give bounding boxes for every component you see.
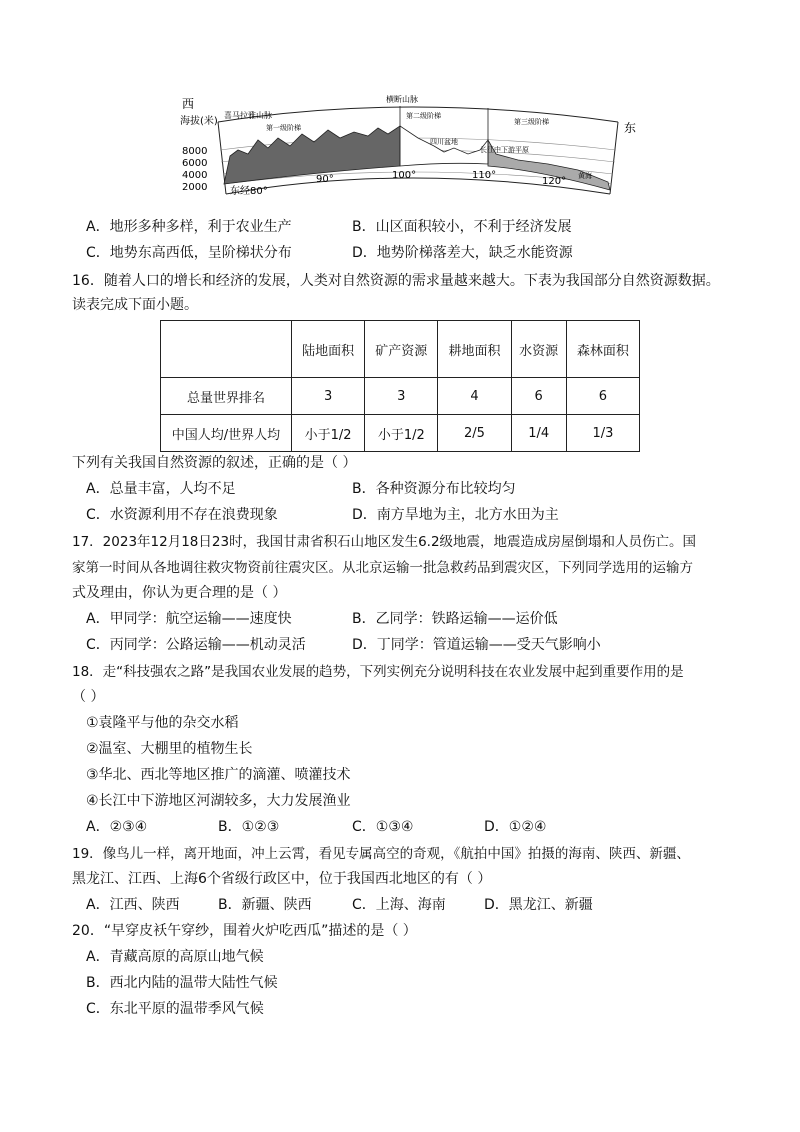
q17-option-a: A．甲同学：航空运输——速度快 [86,611,292,627]
table-header-row [161,321,640,378]
table-header-land: 陆地面积 [292,321,365,378]
q19-option-c: C．上海、海南 [352,897,446,913]
q18-option-b: B．①②③ [218,819,280,835]
q18-option-a: A．②③④ [86,819,148,835]
q16-stem-line1: 16．随着人口的增长和经济的发展，人类对自然资源的需求量越来越大。下表为我国部分自然资源数据。 [72,273,720,289]
east-label: 东 [624,121,637,135]
q15-option-b: B．山区面积较小，不利于经济发展 [352,219,572,235]
q16-option-c: C．水资源利用不存在浪费现象 [86,507,278,523]
table-cell: 4 [438,378,511,415]
q20-option-a: A．青藏高原的高原山地气候 [86,949,264,965]
ytick-2000: 2000 [182,182,208,193]
xtick-110: 110° [472,170,497,181]
q16-option-d: D．南方旱地为主，北方水田为主 [352,507,559,523]
q17-stem-line2: 家第一时间从各地调往救灾物资前往震灾区。从北京运输一批急救药品到震灾区，下列同学选用的运输方 [72,560,693,576]
q16-option-b: B．各种资源分布比较均匀 [352,481,516,497]
q18-stem-line1: 18．走“科技强农之路”是我国农业发展的趋势，下列实例充分说明科技在农业发展中起到重要作用的是 [72,664,684,680]
q20-stem: 20．“早穿皮袄午穿纱，围着火炉吃西瓜”描述的是（ ） [72,923,417,939]
q19-option-b: B．新疆、陕西 [218,897,312,913]
step2-terrain [400,126,488,166]
q15-option-a: A．地形多种多样，利于农业生产 [86,219,292,235]
q17-stem-line3: 式及理由，你认为更合理的是（ ） [72,585,287,601]
xtick-100: 100° [392,170,417,181]
q18-item-3: ③华北、西北等地区推广的滴灌、喷灌技术 [86,767,351,783]
table-cell: 3 [292,378,365,415]
label-step1: 第一级阶梯 [266,124,301,132]
q19-stem-line1: 19．像鸟儿一样，离开地面，冲上云霄，看见专属高空的奇观，《航拍中国》拍摄的海南、陕西、新疆、 [72,846,690,862]
q15-option-d: D．地势阶梯落差大，缺乏水能资源 [352,245,573,261]
table-cell: 中国人均/世界人均 [161,415,292,452]
q20-option-b: B．西北内陆的温带大陆性气候 [86,975,278,991]
q17-option-c: C．丙同学：公路运输——机动灵活 [86,637,306,653]
xtick-80: 东经80° [230,186,268,197]
q16-question: 下列有关我国自然资源的叙述，正确的是（ ） [72,455,357,471]
terrain-profile-figure [178,90,638,210]
label-yangtze: 长江中下游平原 [480,146,529,154]
table-cell: 1/3 [566,415,639,452]
q17-stem-line1: 17．2023年12月18日23时，我国甘肃省积石山地区发生6.2级地震，地震造成房屋倒塌和人员伤亡。国 [72,534,697,550]
q18-option-c: C．①③④ [352,819,414,835]
table-cell: 2/5 [438,415,511,452]
table-cell: 总量世界排名 [161,378,292,415]
q19-stem-line2: 黑龙江、江西、上海6个省级行政区中，位于我国西北地区的有（ ） [72,871,492,887]
table-cell: 6 [511,378,566,415]
label-step3: 第三级阶梯 [514,118,549,126]
q18-item-2: ②温室、大棚里的植物生长 [86,741,253,757]
ytick-6000: 6000 [182,158,208,169]
label-hengduan: 横断山脉 [386,95,418,104]
q19-option-a: A．江西、陕西 [86,897,180,913]
table-header-mineral: 矿产资源 [365,321,438,378]
table-header-farmland: 耕地面积 [438,321,511,378]
xtick-90: 90° [316,174,334,185]
table-row [161,415,640,452]
ytick-8000: 8000 [182,146,208,157]
table-cell: 小于1/2 [292,415,365,452]
table-cell: 小于1/2 [365,415,438,452]
ylabel: 海拔(米) [180,116,218,127]
label-sea: 黄海 [578,172,592,180]
table-cell: 1/4 [511,415,566,452]
west-label: 西 [182,97,195,111]
q20-option-c: C．东北平原的温带季风气候 [86,1001,264,1017]
q18-stem-line2: （ ） [72,689,105,705]
q15-option-c: C．地势东高西低，呈阶梯状分布 [86,245,292,261]
table-header-forest: 森林面积 [566,321,639,378]
q16-stem-line2: 读表完成下面小题。 [72,297,198,313]
q18-item-4: ④长江中下游地区河湖较多，大力发展渔业 [86,793,351,809]
xtick-120: 120° [542,176,567,187]
q19-option-d: D．黑龙江、新疆 [484,897,593,913]
label-sichuan: 四川盆地 [430,138,458,146]
resource-table [160,320,640,452]
table-cell: 6 [566,378,639,415]
ytick-4000: 4000 [182,170,208,181]
table-header-water: 水资源 [511,321,566,378]
q18-option-d: D．①②④ [484,819,547,835]
q16-option-a: A．总量丰富，人均不足 [86,481,236,497]
label-himalaya: 喜马拉雅山脉 [224,111,272,120]
q17-option-d: D．丁同学：管道运输——受天气影响小 [352,637,601,653]
table-header-empty [161,321,292,378]
table-row [161,378,640,415]
table-cell: 3 [365,378,438,415]
q17-option-b: B．乙同学：铁路运输——运价低 [352,611,558,627]
q18-item-1: ①袁隆平与他的杂交水稻 [86,715,239,731]
label-step2: 第二级阶梯 [406,112,441,120]
profile-right-edge [610,122,618,194]
